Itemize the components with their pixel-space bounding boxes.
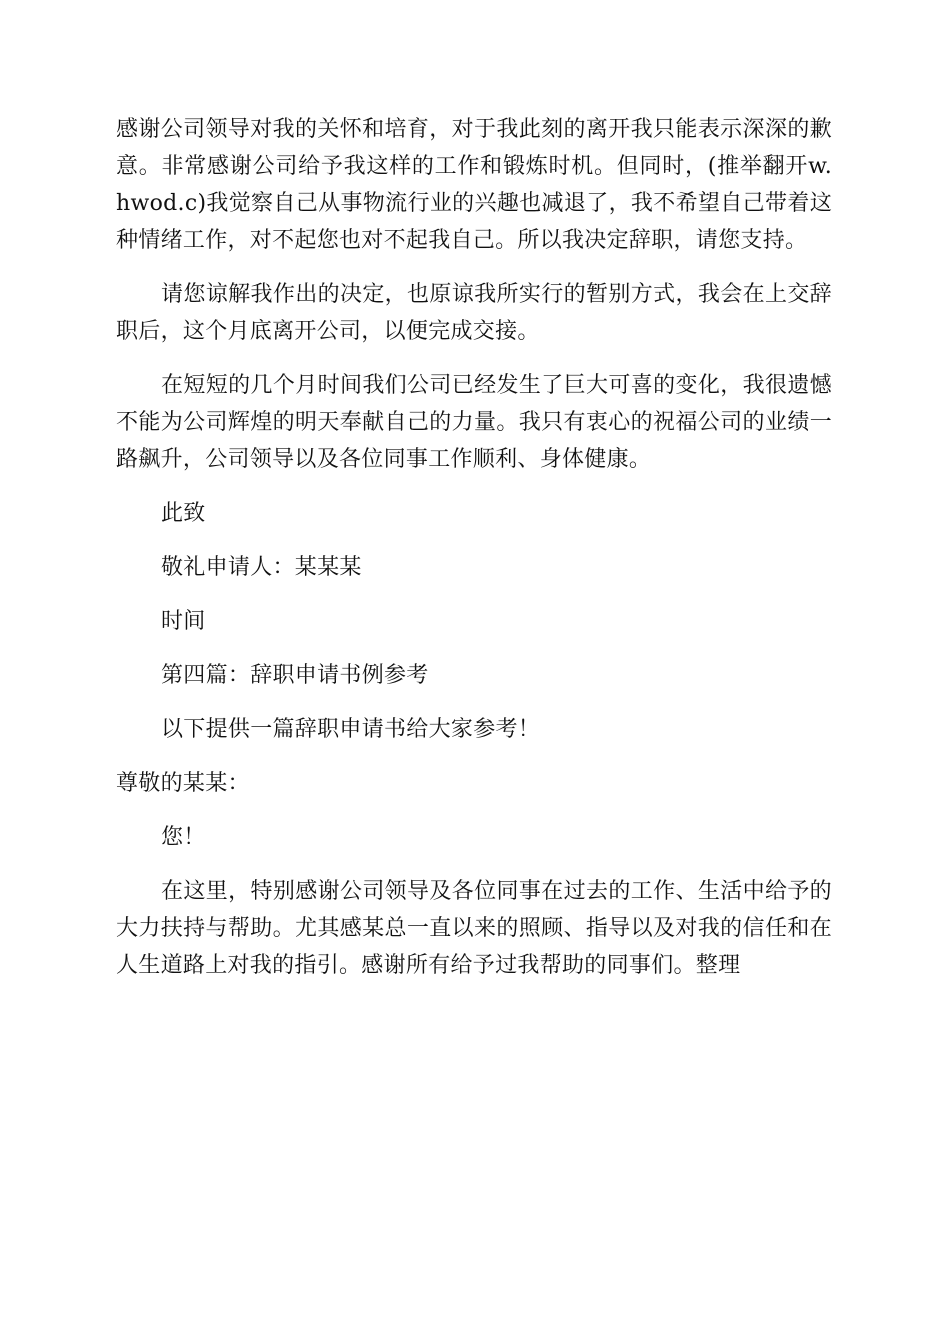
closing-salutation: 此致 [161, 501, 206, 526]
section-intro: 以下提供一篇辞职申请书给大家参考！ [161, 717, 541, 742]
signature-line: 敬礼申请人：某某某 [161, 555, 362, 580]
section-heading: 第四篇：辞职申请书例参考 [161, 663, 429, 688]
paragraph-resignation-reason: 感谢公司领导对我的关怀和培育，对于我此刻的离开我只能表示深深的歉意。非常感谢公司给予我这样的工作和锻炼时机。但同时，(推举翻开w.hwod.c)我觉察自己从事物流行业的兴趣也减退了，我不希望自己带着这种情绪工作，对不起您也对不起我自己。所以我决定辞职，请您支持。 [116, 117, 832, 253]
date-line: 时间 [161, 609, 206, 634]
letter-salutation: 您！ [161, 825, 206, 850]
paragraph-thanks: 在这里，特别感谢公司领导及各位同事在过去的工作、生活中给予的大力扶持与帮助。尤其感某总一直以来的照顾、指导以及对我的信任和在人生道路上对我的指引。感谢所有给予过我帮助的同事们。整理 [116, 879, 832, 978]
paragraph-best-wishes: 在短短的几个月时间我们公司已经发生了巨大可喜的变化，我很遗憾不能为公司辉煌的明天奉献自己的力量。我只有衷心的祝福公司的业绩一路飙升，公司领导以及各位同事工作顺利、身体健康。 [116, 373, 832, 472]
document-body [116, 111, 832, 984]
paragraph-request-understanding: 请您谅解我作出的决定，也原谅我所实行的暂别方式，我会在上交辞职后，这个月底离开公司，以便完成交接。 [116, 282, 832, 344]
letter-greeting: 尊敬的某某： [116, 771, 250, 796]
